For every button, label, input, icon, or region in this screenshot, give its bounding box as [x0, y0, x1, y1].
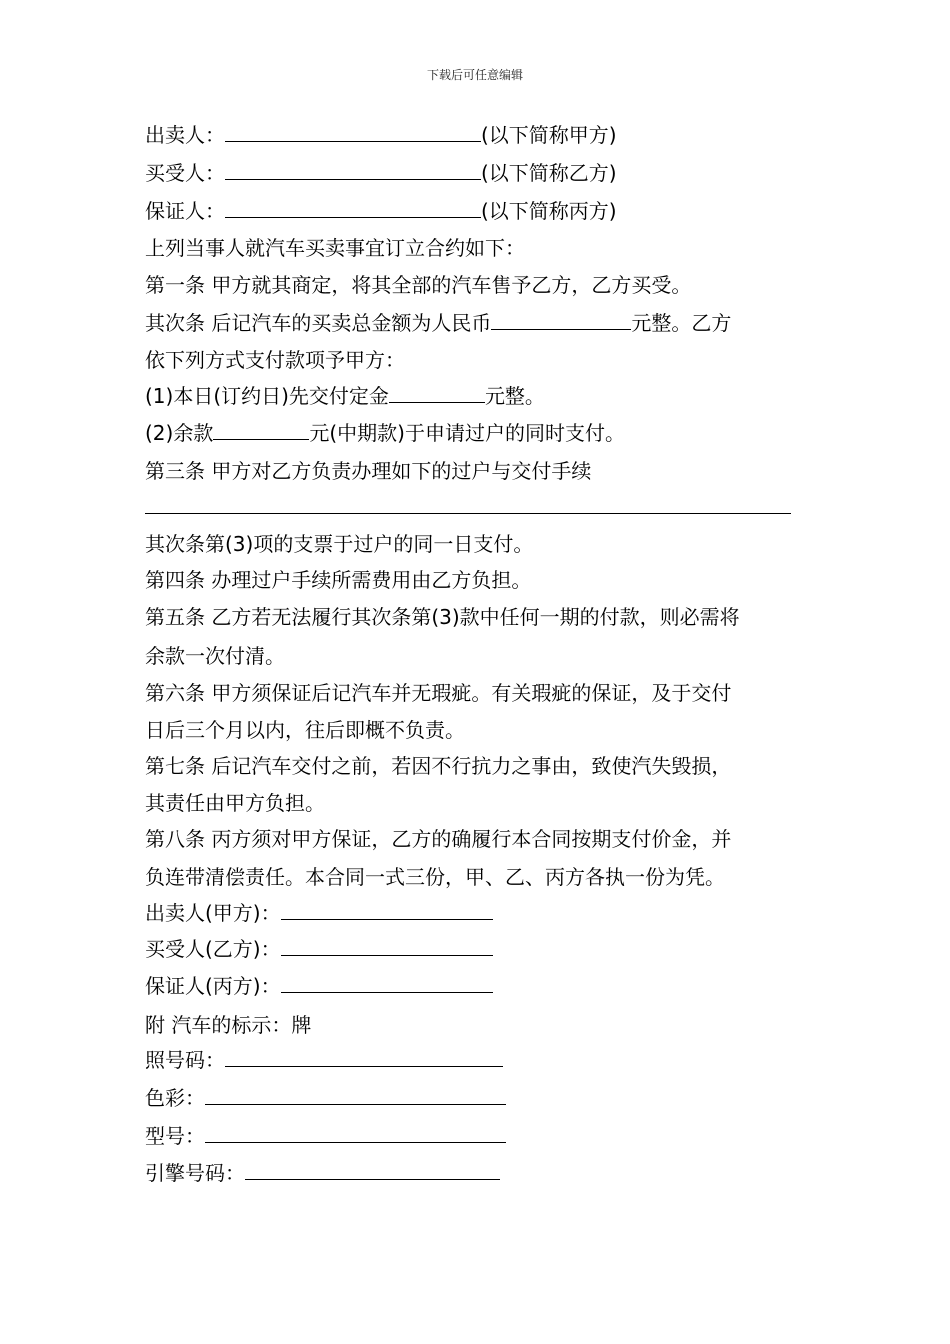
- model-blank[interactable]: [205, 1123, 506, 1143]
- guarantor-blank[interactable]: [225, 198, 481, 218]
- engine-number-label: 引擎号码：: [145, 1161, 245, 1185]
- guarantor-signature-line: [145, 973, 493, 999]
- guarantor-label: 保证人：: [145, 199, 225, 223]
- seller-label: 出卖人：: [145, 123, 225, 147]
- page-header: 下载后可任意编辑: [426, 68, 523, 82]
- article-1: 第一条 甲方就其商定，将其全部的汽车售予乙方，乙方买受。: [145, 273, 692, 297]
- article-2-line-2: 依下列方式支付款项予甲方：: [145, 348, 405, 372]
- plate-number-label: 照号码：: [145, 1048, 225, 1072]
- article-5-line-2: 余款一次付清。: [145, 644, 285, 668]
- article-7-line-2: 其责任由甲方负担。: [145, 791, 325, 815]
- seller-signature-blank[interactable]: [281, 900, 493, 920]
- model-label: 型号：: [145, 1124, 205, 1148]
- color-label: 色彩：: [145, 1086, 205, 1110]
- model-line: [145, 1123, 506, 1149]
- article-5-line-1: 第五条 乙方若无法履行其次条第(3)款中任何一期的付款，则必需将: [145, 605, 740, 629]
- engine-number-blank[interactable]: [245, 1160, 500, 1180]
- article-3: 第三条 甲方对乙方负责办理如下的过户与交付手续: [145, 459, 592, 483]
- guarantor-line: [145, 198, 617, 224]
- article-2-text-b: 元整。乙方: [631, 311, 732, 335]
- buyer-signature-line: [145, 936, 493, 962]
- seller-note: (以下简称甲方): [481, 123, 617, 147]
- seller-signature-label: 出卖人(甲方)：: [145, 901, 281, 925]
- payment-item-1-text-a: (1)本日(订约日)先交付定金: [145, 384, 389, 408]
- plate-number-blank[interactable]: [225, 1047, 503, 1067]
- seller-signature-line: [145, 900, 493, 926]
- article-6-line-2: 日后三个月以内，往后即概不负责。: [145, 718, 465, 742]
- intro-line: 上列当事人就汽车买卖事宜订立合约如下：: [145, 236, 525, 260]
- total-amount-blank[interactable]: [491, 310, 631, 330]
- plate-number-line: [145, 1047, 503, 1073]
- payment-item-2-text-b: 元(中期款)于申请过户的同时支付。: [309, 421, 625, 445]
- article-7-line-1: 第七条 后记汽车交付之前，若因不行抗力之事由，致使汽失毁损，: [145, 754, 732, 778]
- buyer-signature-blank[interactable]: [281, 936, 493, 956]
- article-2-line-1: [145, 310, 731, 336]
- guarantor-note: (以下简称丙方): [481, 199, 617, 223]
- balance-blank[interactable]: [213, 420, 309, 440]
- attachment-title: 附 汽车的标示：牌: [145, 1013, 312, 1037]
- seller-blank[interactable]: [225, 122, 481, 142]
- buyer-signature-label: 买受人(乙方)：: [145, 937, 281, 961]
- deposit-blank[interactable]: [389, 383, 485, 403]
- guarantor-signature-label: 保证人(丙方)：: [145, 974, 281, 998]
- buyer-blank[interactable]: [225, 160, 481, 180]
- article-3-note: 其次条第(3)项的支票于过户的同一日支付。: [145, 532, 534, 556]
- buyer-note: (以下简称乙方): [481, 161, 617, 185]
- payment-item-1: [145, 383, 545, 409]
- guarantor-signature-blank[interactable]: [281, 973, 493, 993]
- color-blank[interactable]: [205, 1085, 506, 1105]
- article-8-line-1: 第八条 丙方须对甲方保证，乙方的确履行本合同按期支付价金，并: [145, 827, 732, 851]
- buyer-label: 买受人：: [145, 161, 225, 185]
- color-line: [145, 1085, 506, 1111]
- article-3-blank-line[interactable]: [145, 513, 791, 514]
- payment-item-1-text-b: 元整。: [484, 384, 545, 408]
- buyer-line: [145, 160, 617, 186]
- seller-line: [145, 122, 617, 148]
- article-8-line-2: 负连带清偿责任。本合同一式三份，甲、乙、丙方各执一份为凭。: [145, 865, 725, 889]
- article-2-text-a: 其次条 后记汽车的买卖总金额为人民币: [145, 311, 492, 335]
- engine-number-line: [145, 1160, 500, 1186]
- article-4: 第四条 办理过户手续所需费用由乙方负担。: [145, 568, 532, 592]
- payment-item-2-text-a: (2)余款: [145, 421, 214, 445]
- article-6-line-1: 第六条 甲方须保证后记汽车并无瑕疵。有关瑕疵的保证，及于交付: [145, 681, 732, 705]
- payment-item-2: [145, 420, 625, 446]
